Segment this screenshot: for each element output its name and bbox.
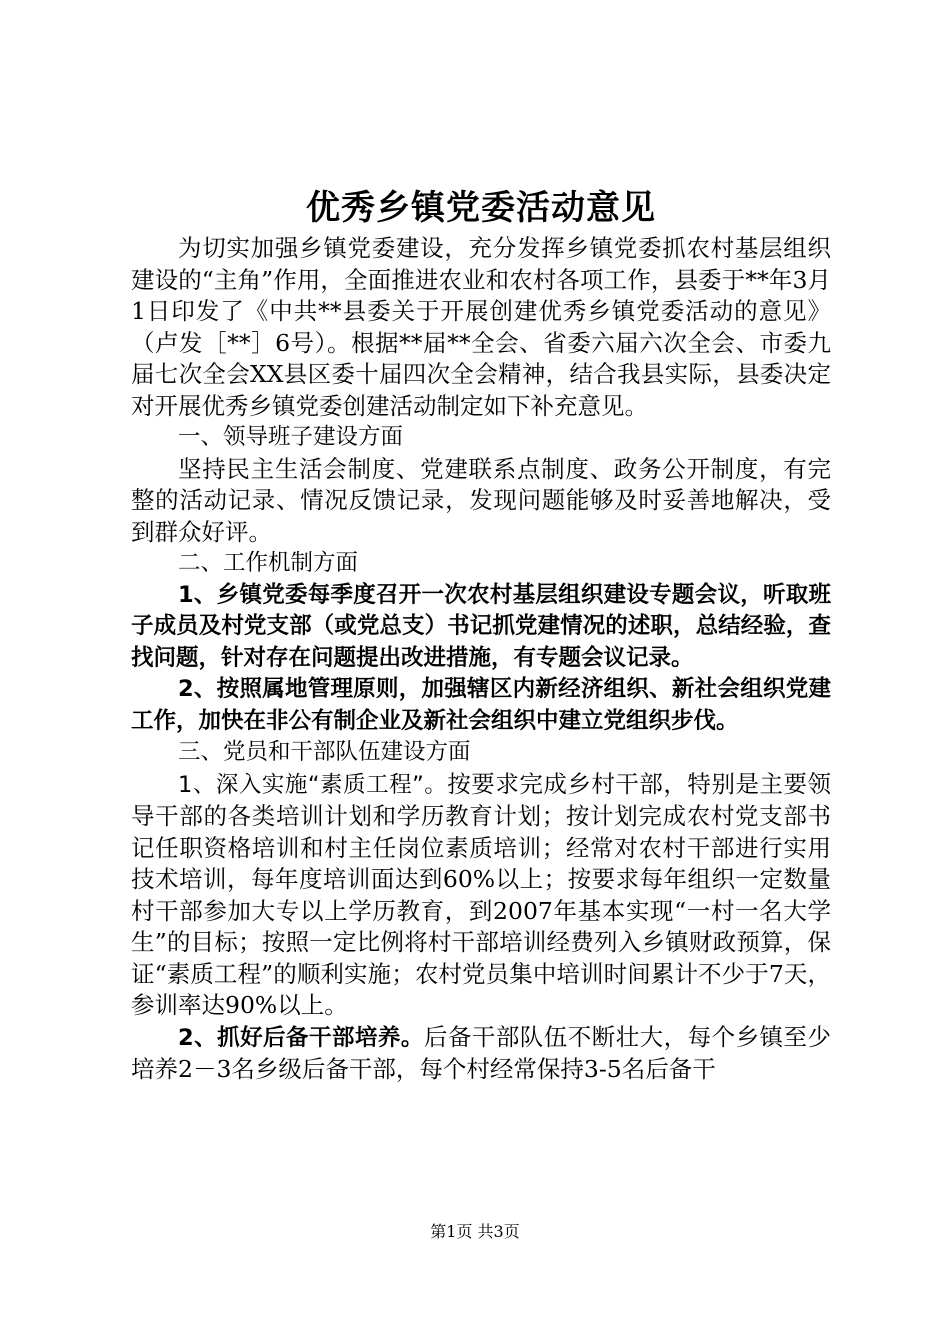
section3-item1 xyxy=(131,769,831,1022)
section3-item1-lead: 1、深入实施“素质工程”。 xyxy=(178,771,448,798)
section3-item2 xyxy=(131,1022,831,1086)
section3-item2-text: 后备干部队伍不断壮大，每个乡镇至少培养2－3名乡级后备干部，每个村经常保持3-5名后备干 xyxy=(131,1022,832,1083)
section3-item2-lead: 2、抓好后备干部培养。 xyxy=(178,1024,424,1051)
section1-heading: 一、领导班子建设方面 xyxy=(178,424,404,450)
section2-heading: 二、工作机制方面 xyxy=(178,550,359,576)
document-body xyxy=(131,183,831,1086)
intro-paragraph: 为切实加强乡镇党委建设，充分发挥乡镇党委抓农村基层组织建设的“主角”作用，全面推进农业和农村各项工作，县委于**年3月1日印发了《中共**县委关于开展创建优秀乡镇党委活动的意见》（卢发［**］6号）。根据**届**全会、省委六届六次全会、市委九届七次全会XX县区委十届四次全会精神，结合我县实际，县委决定对开展优秀乡镇党委创建活动制定如下补充意见。 xyxy=(131,234,831,420)
document-title: 优秀乡镇党委活动意见 xyxy=(306,188,656,228)
section3-item1-text: 按要求完成乡村干部，特别是主要领导干部的各类培训计划和学历教育计划；按计划完成农村党支部书记任职资格培训和村主任岗位素质培训；经常对农村干部进行实用技术培训，每年度培训面达到60%以上；按要求每年组织一定数量村干部参加大专以上学历教育，到2007年基本实现“一村一名大学生”的目标；按照一定比例将村干部培训经费列入乡镇财政预算，保证“素质工程”的顺利实施；农村党员集中培训时间累计不少于7天，参训率达90%以上。 xyxy=(131,769,831,1019)
page-number: 第1页 共3页 xyxy=(430,1222,520,1241)
section3-heading: 三、党员和干部队伍建设方面 xyxy=(178,739,471,765)
section1-paragraph: 坚持民主生活会制度、党建联系点制度、政务公开制度，有完整的活动记录、情况反馈记录，发现问题能够及时妥善地解决，受到群众好评。 xyxy=(131,454,831,546)
section2-item2: 2、按照属地管理原则，加强辖区内新经济组织、新社会组织党建工作，加快在非公有制企业及新社会组织中建立党组织步伐。 xyxy=(131,676,831,734)
section2-item1: 1、乡镇党委每季度召开一次农村基层组织建设专题会议，听取班子成员及村党支部（或党总支）书记抓党建情况的述职，总结经验，查找问题，针对存在问题提出改进措施，有专题会议记录。 xyxy=(131,581,831,671)
